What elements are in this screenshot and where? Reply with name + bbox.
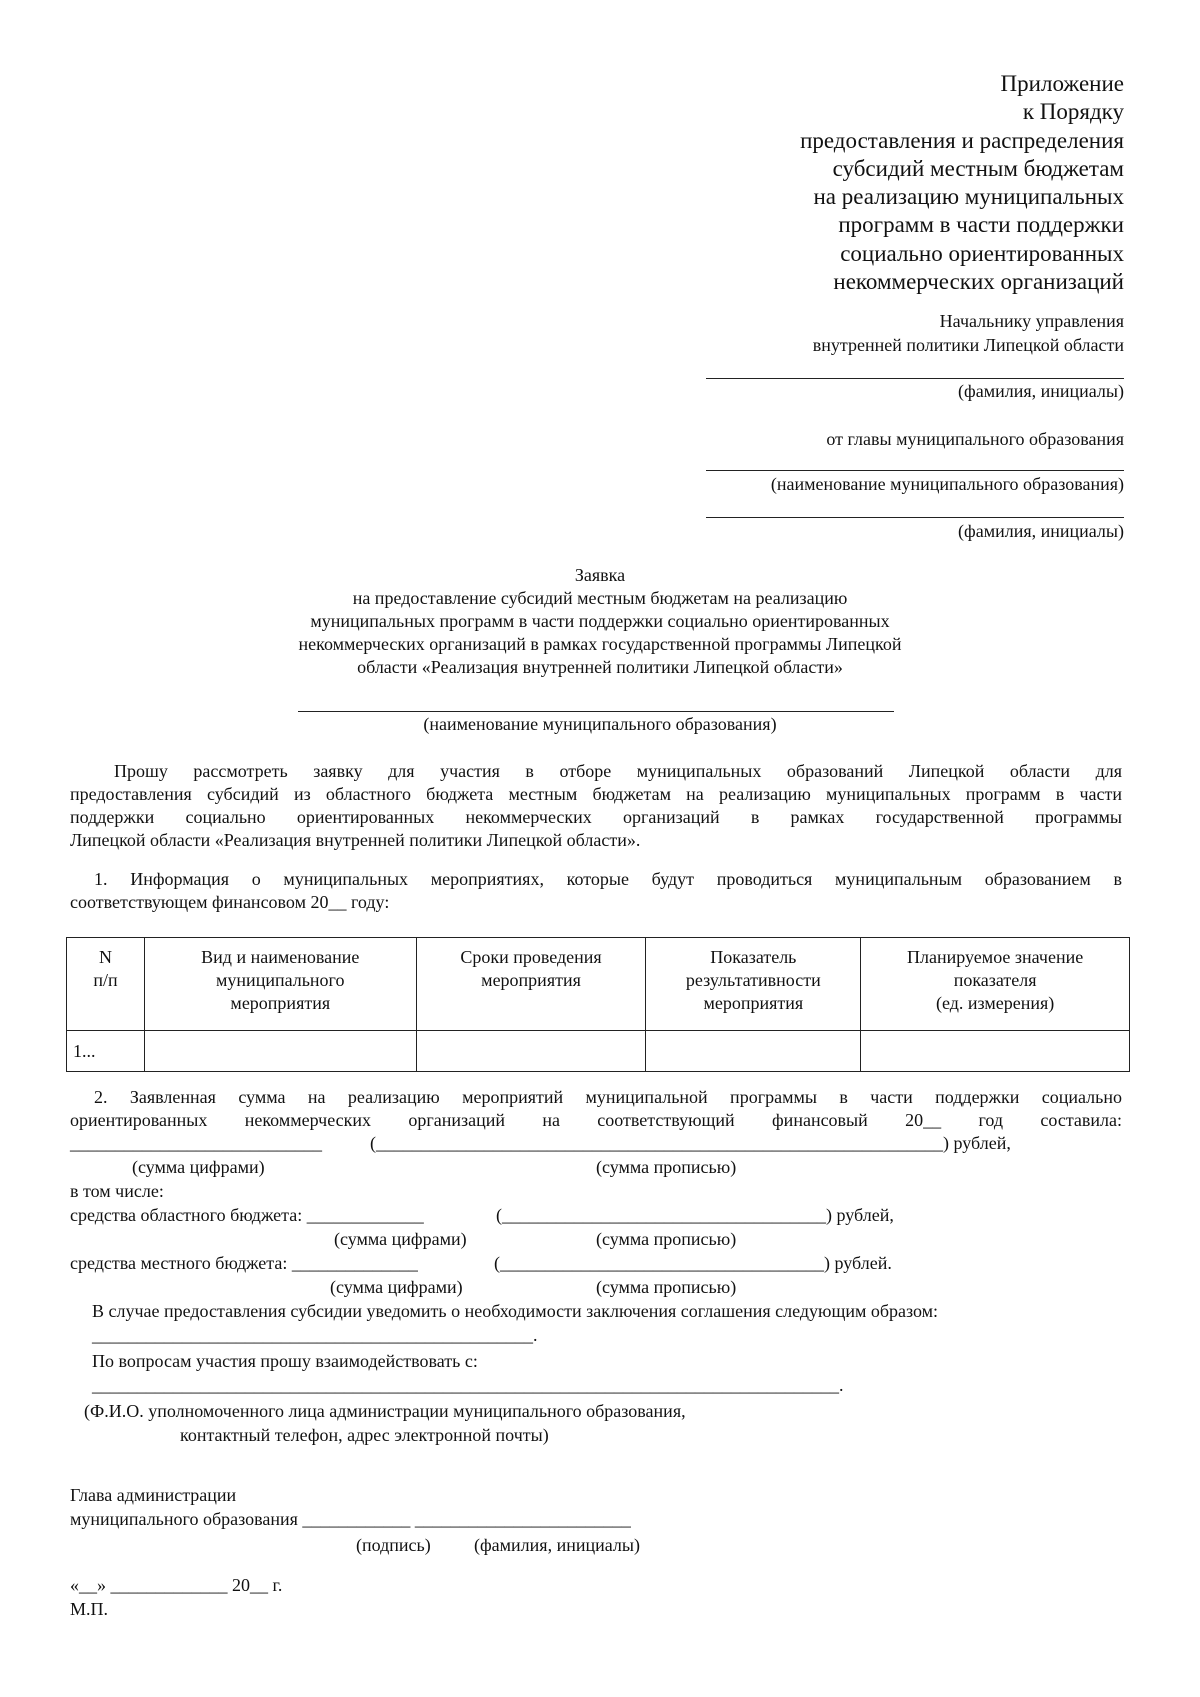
total-sum-words-field[interactable]: (_______________________________________________________________) рублей,	[370, 1133, 1011, 1153]
addressee-line-2: внутренней политики Липецкой области	[812, 335, 1124, 355]
table-row	[67, 1031, 1130, 1072]
notice-blank-field[interactable]: _________________________________________________.	[92, 1325, 538, 1345]
mo-name-hint: (наименование муниципального образования)	[770, 474, 1124, 494]
regional-hint-digits: (сумма цифрами)	[334, 1229, 467, 1249]
request-paragraph	[70, 760, 1122, 852]
column-header-dates	[416, 938, 646, 1031]
table-cell[interactable]	[416, 1031, 646, 1072]
column-header-text: Показатель результативности мероприятия	[685, 947, 821, 1013]
request-line: Липецкой области «Реализация внутренней политики Липецкой области».	[70, 830, 641, 850]
title-line: муниципальных программ в части поддержки социально ориентированных	[310, 611, 890, 631]
table-cell[interactable]	[144, 1031, 416, 1072]
column-header-indicator	[646, 938, 861, 1031]
section-2-line: ориентированных некоммерческих организаций на соответствующий финансовый 20__ год составила:	[70, 1110, 1122, 1130]
title-line: некоммерческих организаций в рамках государственной программы Липецкой	[298, 634, 902, 654]
total-sum-digits-field[interactable]: ____________________________	[70, 1133, 322, 1153]
date-field[interactable]: «__» _____________ 20__ г.	[70, 1575, 283, 1595]
local-hint-words: (сумма прописью)	[596, 1277, 737, 1297]
column-header-planned-value	[861, 938, 1130, 1031]
addressee-name-hint: (фамилия, инициалы)	[958, 381, 1124, 401]
contact-label: По вопросам участия прошу взаимодействовать с:	[92, 1351, 478, 1371]
head-name-rule	[706, 517, 1124, 518]
including-label: в том числе:	[70, 1181, 164, 1201]
table-cell[interactable]	[646, 1031, 861, 1072]
title-mo-hint: (наименование муниципального образования)	[423, 714, 777, 734]
appendix-line: субсидий местным бюджетам	[832, 155, 1124, 181]
signature-title-1: Глава администрации	[70, 1485, 237, 1505]
title-mo-rule	[298, 711, 894, 712]
regional-hint-words: (сумма прописью)	[596, 1229, 737, 1249]
signature-line[interactable]: муниципального образования ____________ ________________________	[70, 1509, 631, 1529]
local-hint-digits: (сумма цифрами)	[330, 1277, 463, 1297]
contact-hint-2: контактный телефон, адрес электронной почты)	[180, 1425, 549, 1445]
application-title	[200, 564, 1000, 679]
signature-name-hint: (фамилия, инициалы)	[474, 1535, 640, 1555]
regional-budget-words-field[interactable]: (____________________________________) рублей,	[496, 1205, 894, 1225]
total-hint-digits: (сумма цифрами)	[132, 1157, 265, 1177]
column-header-text: Вид и наименование муниципального мероприятия	[201, 947, 360, 1013]
addressee-line-1: Начальнику управления	[939, 311, 1124, 331]
mo-name-rule	[706, 470, 1124, 471]
appendix-line: предоставления и распределения	[800, 127, 1124, 153]
addressee-name-rule	[706, 378, 1124, 379]
head-name-hint: (фамилия, инициалы)	[958, 521, 1124, 541]
table-header-row	[67, 938, 1130, 1031]
appendix-line: некоммерческих организаций	[833, 269, 1124, 295]
section-2	[70, 1086, 1122, 1132]
section-1-line: соответствующем финансовом 20__ году:	[70, 892, 390, 912]
from-head-label: от главы муниципального образования	[826, 429, 1124, 449]
title-line: на предоставление субсидий местным бюджетам на реализацию	[352, 588, 848, 608]
section-1	[70, 868, 1122, 914]
events-table	[66, 937, 1130, 1072]
notice-line: В случае предоставления субсидии уведомить о необходимости заключения соглашения следующим образом:	[92, 1301, 939, 1321]
section-1-line: 1. Информация о муниципальных мероприятиях, которые будут проводиться муниципальным образованием в	[94, 869, 1122, 889]
appendix-line: социально ориентированных	[840, 240, 1124, 266]
table-cell[interactable]: 1...	[67, 1031, 145, 1072]
total-hint-words: (сумма прописью)	[596, 1157, 737, 1177]
section-2-line: 2. Заявленная сумма на реализацию мероприятий муниципальной программы в части поддержки социально	[94, 1087, 1122, 1107]
title-line: области «Реализация внутренней политики Липецкой области»	[357, 657, 843, 677]
column-header-number	[67, 938, 145, 1031]
contact-blank-field[interactable]: ___________________________________________________________________________________.	[92, 1375, 844, 1395]
signature-hint: (подпись)	[356, 1535, 431, 1555]
request-line: Прошу рассмотреть заявку для участия в отборе муниципальных образований Липецкой области для	[114, 761, 1122, 781]
column-header-text: Планируемое значение показателя (ед. измерения)	[907, 947, 1084, 1013]
contact-hint-1: (Ф.И.О. уполномоченного лица администрации муниципального образования,	[84, 1401, 686, 1421]
local-budget-field[interactable]: средства местного бюджета: ______________	[70, 1253, 418, 1273]
request-line: предоставления субсидий из областного бюджета местным бюджетам на реализацию муниципальных программ в части	[70, 784, 1122, 804]
column-header-text: Сроки проведения мероприятия	[460, 947, 602, 990]
regional-budget-field[interactable]: средства областного бюджета: _____________	[70, 1205, 424, 1225]
stamp-label: М.П.	[70, 1599, 109, 1619]
column-header-text: N п/п	[93, 947, 118, 990]
local-budget-words-field[interactable]: (____________________________________) рублей.	[494, 1253, 892, 1273]
appendix-line: Приложение	[1000, 71, 1124, 96]
appendix-line: на реализацию муниципальных	[813, 184, 1124, 210]
appendix-header	[564, 70, 1124, 296]
column-header-event-name	[144, 938, 416, 1031]
appendix-line: к Порядку	[1022, 99, 1124, 125]
title-heading: Заявка	[574, 565, 626, 585]
table-cell[interactable]	[861, 1031, 1130, 1072]
request-line: поддержки социально ориентированных некоммерческих организаций в рамках государственной программы	[70, 807, 1122, 827]
appendix-line: программ в части поддержки	[838, 212, 1124, 238]
